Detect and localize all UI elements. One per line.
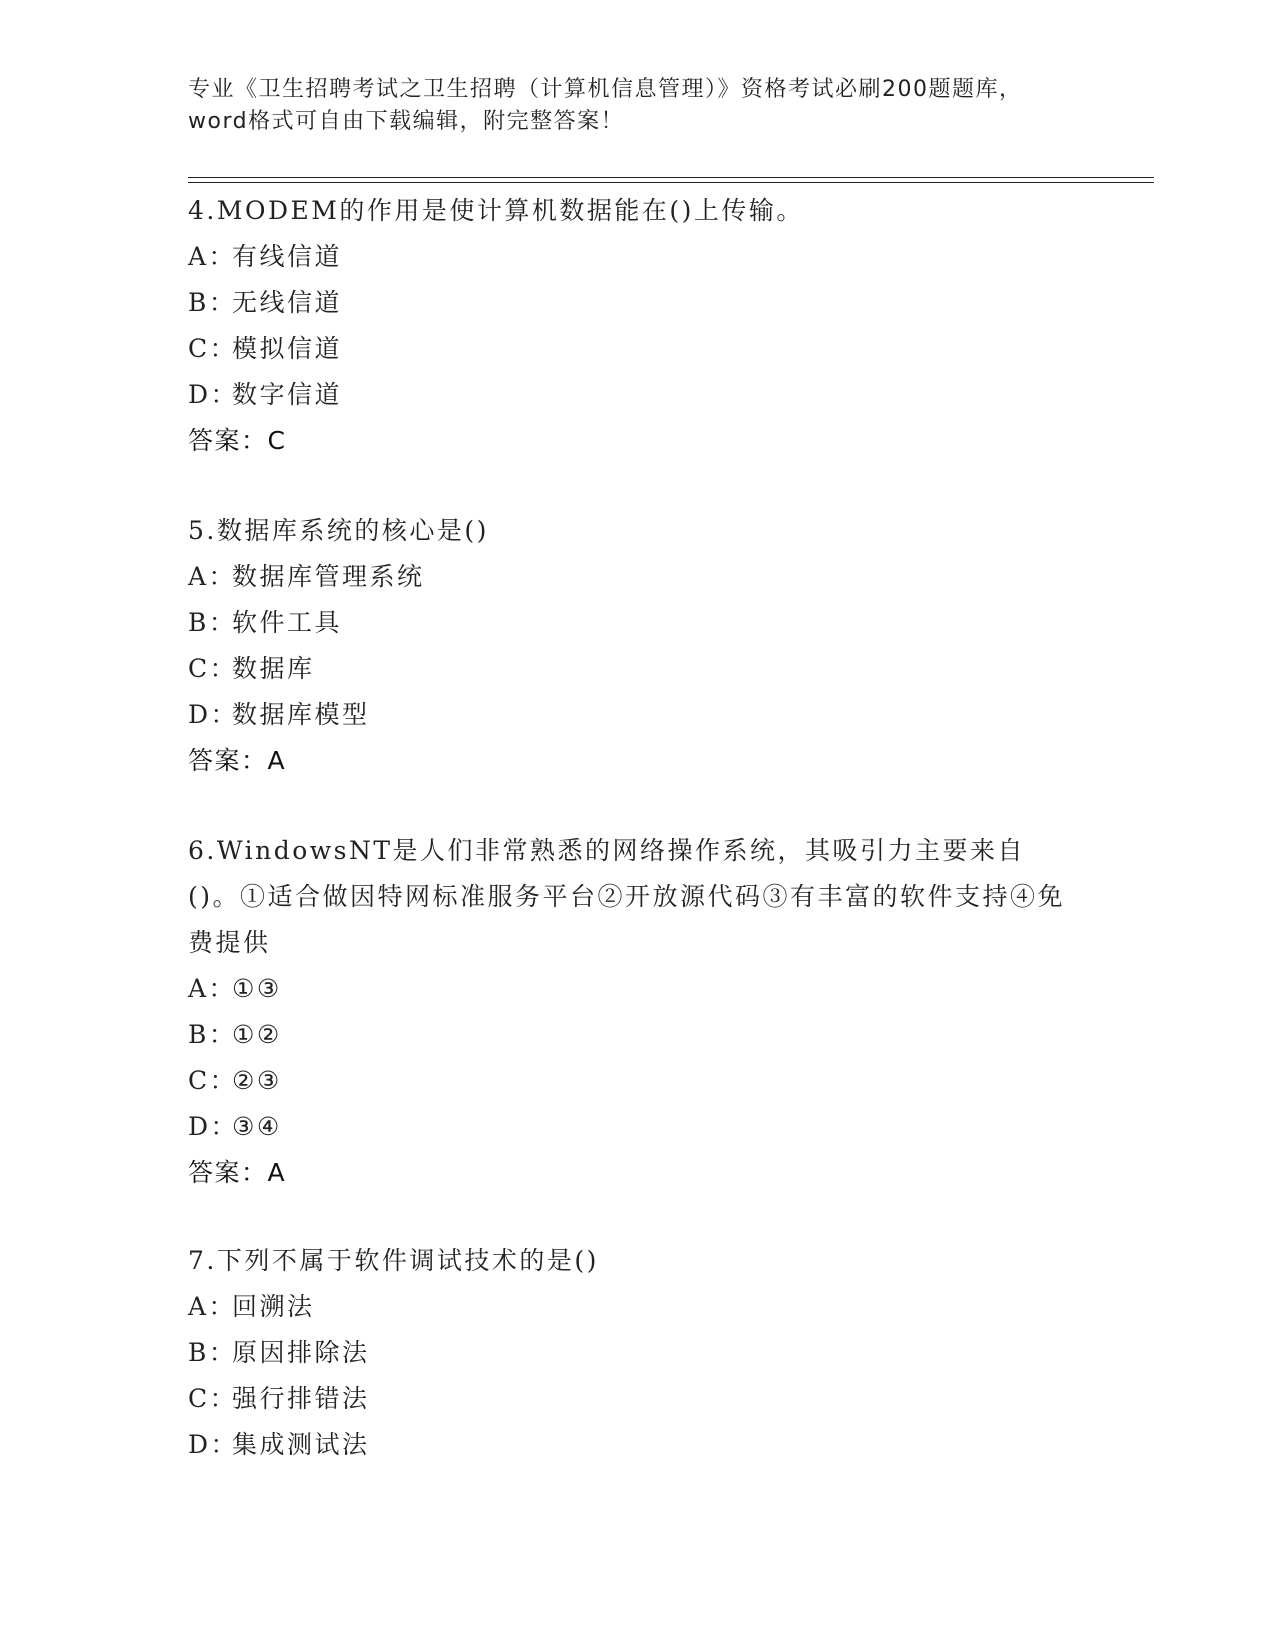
question-stem: 6.WindowsNT是人们非常熟悉的网络操作系统，其吸引力主要来自()。①适合做因特网标准服务平台②开放源代码③有丰富的软件支持④免费提供	[188, 836, 1066, 957]
option-b	[188, 1330, 1068, 1376]
answer-line: 答案：A	[188, 746, 287, 775]
answer-line: 答案：C	[188, 426, 287, 455]
option-a	[188, 1284, 1068, 1330]
question-5	[188, 508, 1068, 784]
header-divider-top	[188, 177, 1154, 178]
option-d	[188, 692, 1068, 738]
option-text: 集成测试法	[232, 1430, 370, 1459]
option-text: ②③	[232, 1066, 282, 1095]
option-text: 有线信道	[232, 242, 343, 271]
option-letter: C：	[188, 1066, 238, 1095]
option-a	[188, 234, 1068, 280]
option-text: 模拟信道	[232, 334, 343, 363]
question-7	[188, 1238, 1068, 1468]
option-c	[188, 1376, 1068, 1422]
header-divider-bottom	[188, 182, 1154, 183]
option-letter: B：	[188, 288, 237, 317]
option-c	[188, 1058, 1068, 1104]
option-text: ①②	[232, 1020, 282, 1049]
option-text: ①③	[232, 974, 282, 1003]
option-text: 数字信道	[232, 380, 343, 409]
question-6	[188, 828, 1068, 1196]
option-letter: C：	[188, 334, 238, 363]
question-stem: 4.MODEM的作用是使计算机数据能在()上传输。	[188, 196, 804, 225]
option-letter: D：	[188, 1112, 239, 1141]
document-header	[188, 74, 1088, 138]
option-letter: D：	[188, 700, 239, 729]
option-d	[188, 1104, 1068, 1150]
answer-line: 答案：A	[188, 1158, 287, 1187]
option-c	[188, 646, 1068, 692]
option-letter: A：	[188, 242, 237, 271]
option-c	[188, 326, 1068, 372]
option-text: 原因排除法	[232, 1338, 370, 1367]
option-b	[188, 1012, 1068, 1058]
option-letter: A：	[188, 1292, 237, 1321]
option-letter: B：	[188, 1020, 237, 1049]
option-text: 数据库	[232, 654, 315, 683]
option-text: 数据库管理系统	[232, 562, 425, 591]
option-letter: C：	[188, 654, 238, 683]
option-text: 数据库模型	[232, 700, 370, 729]
option-text: 强行排错法	[232, 1384, 370, 1413]
option-letter: C：	[188, 1384, 238, 1413]
header-line-2: word格式可自由下载编辑，附完整答案！	[188, 109, 625, 134]
option-letter: B：	[188, 1338, 237, 1367]
question-4	[188, 188, 1068, 464]
option-letter: B：	[188, 608, 237, 637]
option-a	[188, 554, 1068, 600]
option-letter: D：	[188, 1430, 239, 1459]
option-a	[188, 966, 1068, 1012]
option-letter: A：	[188, 562, 237, 591]
option-text: ③④	[232, 1112, 282, 1141]
option-text: 无线信道	[232, 288, 343, 317]
option-letter: D：	[188, 380, 239, 409]
header-line-1: 专业《卫生招聘考试之卫生招聘（计算机信息管理）》资格考试必刷200题题库，	[188, 77, 1023, 102]
question-stem: 7.下列不属于软件调试技术的是()	[188, 1246, 599, 1275]
option-text: 回溯法	[232, 1292, 315, 1321]
option-b	[188, 600, 1068, 646]
question-stem: 5.数据库系统的核心是()	[188, 516, 489, 545]
option-d	[188, 372, 1068, 418]
option-d	[188, 1422, 1068, 1468]
option-text: 软件工具	[232, 608, 343, 637]
option-b	[188, 280, 1068, 326]
option-letter: A：	[188, 974, 237, 1003]
